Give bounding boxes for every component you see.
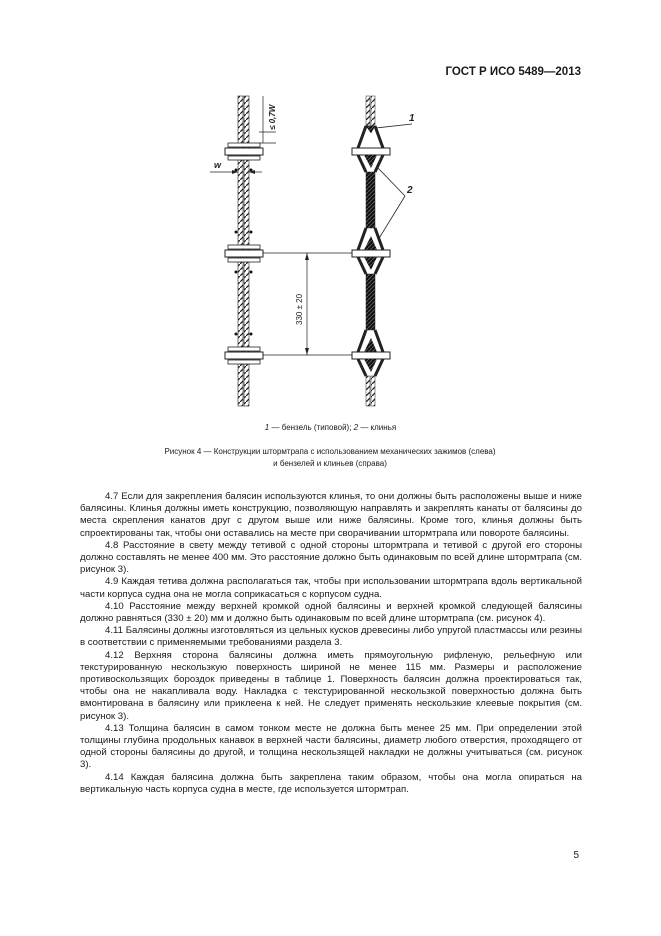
paragraph-4-8: 4.8 Расстояние в свету между тетивой с одной стороны штормтрапа и тетивой с другой его стороны должно составлять не менее 400 мм. Это расстояние должно быть одинаковым по всей длине штормтрапа (см. рисунок 3). [80,539,582,576]
callout-1: 1 [409,113,415,124]
paragraph-4-13: 4.13 Толщина балясин в самом тонком месте не должна быть менее 25 мм. При определении этой толщины глубина продольных канавок в верхней части балясины, диаметр любого отверстия, проходящего от одной стороны балясины до другой, и толщина нескользящей накладки не должны учитываться (см. рисунок 3). [80,722,582,771]
figure-caption [80,446,580,470]
rung-left-2 [225,245,263,262]
rung-left-3 [225,347,263,364]
body-text [80,491,582,796]
paragraph-4-11: 4.11 Балясины должны изготовляться из цельных кусков древесины либо упругой пластмассы или резины в соответствии с применяемыми требованиями раздела 3. [80,625,582,649]
caption-line-1: Рисунок 4 — Конструкции штормтрапа с использованием механических зажимов (слева) [164,447,496,456]
clearance-label: ≤ 0,7W [268,104,277,130]
left-ladder [210,96,277,406]
page-number: 5 [573,850,579,861]
rung-left-1 [225,143,263,160]
paragraph-4-14: 4.14 Каждая балясина должна быть закреплена таким образом, чтобы она могла опираться на вертикальную часть корпуса судна в месте, где используется штормтрап. [80,771,582,795]
figure-legend [0,423,661,432]
paragraph-4-12: 4.12 Верхняя сторона балясины должна иметь прямоугольную рифленую, рельефную или текстурированную нескользкую поверхность шириной не менее 115 мм. Размеры и расположение противоскользящих бороздок приведены в таблице 1. Поверхность балясин должна проектироваться так, чтобы она не накапливала воду. Накладка с текстурированной нескользкой поверхностью должна быть вмонтирована в балясину или приклеена к ней. Не следует применять нескользкие клеевые покрытия (см. рисунок 3). [80,649,582,722]
legend-text-2: — клинья [358,423,397,432]
right-ladder [352,96,415,406]
caption-line-2: и бензелей и клиньев (справа) [273,459,387,468]
legend-num-1: 1 [264,423,270,432]
ladder-figure [0,0,661,420]
paragraph-4-9: 4.9 Каждая тетива должна располагаться так, чтобы при использовании штормтрапа вдоль вертикальной части корпуса судна она не могла соприкасаться с корпусом судна. [80,576,582,600]
legend-num-2: 2 [353,423,359,432]
legend-text-1: — бензель (типовой); [269,423,354,432]
paragraph-4-10: 4.10 Расстояние между верхней кромкой одной балясины и верхней кромкой следующей балясины должно равняться (330 ± 20) мм и должно быть одинаковым по всей длине штормтрапа (см. рисунок 4). [80,600,582,625]
document-header: ГОСТ Р ИСО 5489—2013 [445,66,581,78]
paragraph-4-7: 4.7 Если для закрепления балясин используются клинья, то они должны быть расположены выше и ниже балясины. Клинья должны иметь конструкцию, позволяющую направлять и закреплять канаты от балясины до места скрепления канатов друг с другом выше или ниже балясины. Кроме того, клинья должны быть спроектированы так, чтобы они оставались на месте при сворачивании штормтрапа или повороте балясины. [80,491,582,539]
width-label: w [214,160,222,170]
callout-2: 2 [407,185,413,196]
spacing-label: 330 ± 20 [295,293,304,325]
